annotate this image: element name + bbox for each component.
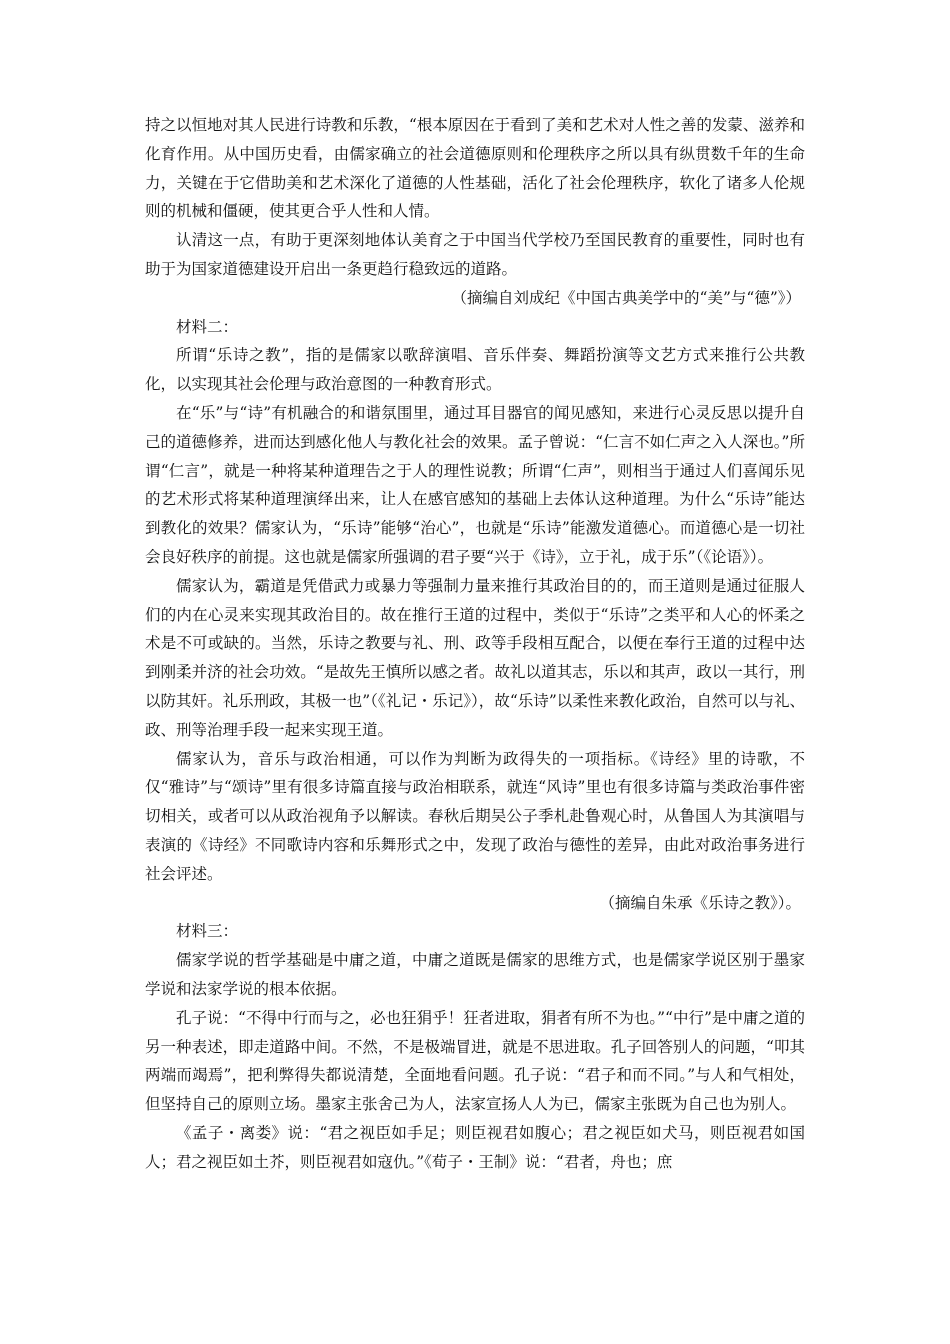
paragraph: 认清这一点，有助于更深刻地体认美育之于中国当代学校乃至国民教育的重要性，同时也有助于为国家道德建设开启出一条更趋行稳致远的道路。 bbox=[145, 231, 805, 278]
source-citation: （摘编自刘成纪《中国古典美学中的“美”与“德”》） bbox=[451, 288, 801, 307]
paragraph: 孔子说：“不得中行而与之，必也狂狷乎！狂者进取，狷者有所不为也。”“中行”是中庸之道的另一种表述，即走道路中间。不然，不是极端冒进，就是不思进取。孔子回答别人的问题，“叩其两端而竭焉”，把利弊得失都说清楚，全面地看问题。孔子说：“君子和而不同。”与人和气相处，但坚持自己的原则立场。墨家主张舍己为人，法家宣扬人人为已，儒家主张既为自己也为别人。 bbox=[145, 1008, 805, 1114]
paragraph: 在“乐”与“诗”有机融合的和谐氛围里，通过耳目器官的闻见感知，来进行心灵反思以提升自己的道德修养，进而达到感化他人与教化社会的效果。孟子曾说：“仁言不如仁声之入人深也。”所谓“仁言”，就是一种将某种道理告之于人的理性说教；所谓“仁声”，则相当于通过人们喜闻乐见的艺术形式将某种道理演绎出来，让人在感官感知的基础上去体认这种道理。为什么“乐诗”能达到教化的效果？儒家认为，“乐诗”能够“治心”，也就是“乐诗”能激发道德心。而道德心是一切社会良好秩序的前提。这也就是儒家所强调的君子要“兴于《诗》，立于礼，成于乐”（《论语》）。 bbox=[145, 403, 805, 566]
source-citation: （摘编自朱承《乐诗之教》）。 bbox=[599, 893, 801, 912]
paragraph-continued: 持之以恒地对其人民进行诗教和乐教，“根本原因在于看到了美和艺术对人性之善的发蒙、滋养和化育作用。从中国历史看，由儒家确立的社会道德原则和伦理秩序之所以具有纵贯数千年的生命力，关键在于它借助美和艺术深化了道德的人性基础，活化了社会伦理秩序，软化了诸多人伦规则的机械和僵硬，使其更合乎人性和人情。 bbox=[145, 116, 805, 221]
paragraph: 儒家学说的哲学基础是中庸之道，中庸之道既是儒家的思维方式，也是儒家学说区别于墨家学说和法家学说的根本依据。 bbox=[145, 951, 805, 998]
paragraph: 《孟子・离娄》说：“君之视臣如手足；则臣视君如腹心；君之视臣如犬马，则臣视君如国人；君之视臣如土芥，则臣视君如寇仇。”《荀子・王制》说：“君者，舟也；庶 bbox=[145, 1123, 805, 1171]
section-heading-material-two: 材料二： bbox=[176, 317, 239, 336]
article-body bbox=[145, 111, 805, 1176]
section-heading-material-three: 材料三： bbox=[176, 922, 239, 941]
paragraph: 所谓“乐诗之教”，指的是儒家以歌辞演唱、音乐伴奏、舞蹈扮演等文艺方式来推行公共教化，以实现其社会伦理与政治意图的一种教育形式。 bbox=[145, 346, 805, 394]
paragraph: 儒家认为，霸道是凭借武力或暴力等强制力量来推行其政治目的的，而王道则是通过征服人们的内在心灵来实现其政治目的。故在推行王道的过程中，类似于“乐诗”之类平和人心的怀柔之术是不可或缺的。当然，乐诗之教要与礼、刑、政等手段相互配合，以便在奉行王道的过程中达到刚柔并济的社会功效。“是故先王慎所以感之者。故礼以道其志，乐以和其声，政以一其行，刑以防其奸。礼乐刑政，其极一也”（《礼记・乐记》），故“乐诗”以柔性来教化政治，自然可以与礼、政、刑等治理手段一起来实现王道。 bbox=[145, 576, 805, 739]
paragraph: 儒家认为，音乐与政治相通，可以作为判断为政得失的一项指标。《诗经》里的诗歌，不仅“雅诗”与“颂诗”里有很多诗篇直接与政治相联系，就连“风诗”里也有很多诗篇与类政治事件密切相关，或者可以从政治视角予以解读。春秋后期吴公子季札赴鲁观心时，从鲁国人为其演唱与表演的《诗经》不同歌诗内容和乐舞形式之中，发现了政治与德性的差异，由此对政治事务进行社会评述。 bbox=[145, 749, 805, 883]
